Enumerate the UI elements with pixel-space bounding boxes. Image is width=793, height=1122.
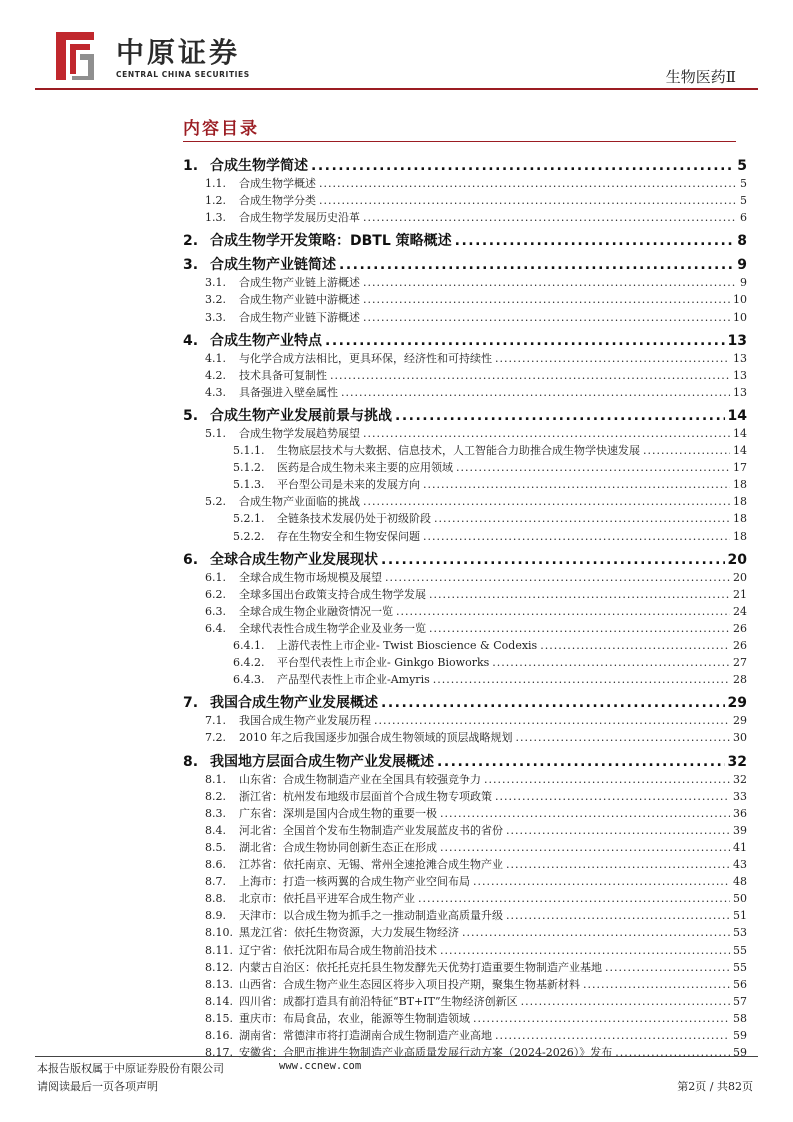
toc-entry-page: 13	[733, 351, 747, 365]
toc-entry-page: 56	[733, 977, 747, 991]
toc-entry[interactable]	[183, 753, 747, 771]
toc-leader-dots	[484, 772, 730, 787]
toc-leader-dots	[429, 587, 730, 602]
toc-entry-title: 生物底层技术与大数据、信息技术，人工智能合力助推合成生物学快速发展	[277, 444, 640, 457]
toc-entry-number: 8.11.	[205, 943, 233, 957]
toc-entry-page: 51	[733, 909, 747, 923]
toc-entry-title: 合成生物产业发展前景与挑战	[210, 407, 392, 424]
toc-entry-page: 26	[733, 621, 747, 635]
toc-entry-number: 3.	[183, 257, 199, 274]
toc-entry-page: 33	[733, 789, 747, 803]
toc-entry-page: 5	[740, 194, 747, 208]
toc-entry-page: 5	[737, 158, 747, 174]
toc-entry-title: 合成生物产业面临的挑战	[239, 495, 360, 509]
toc-entry-page: 10	[733, 293, 747, 307]
toc-entry[interactable]	[205, 1011, 747, 1026]
toc-entry-title: 合成生物产业链上游概述	[239, 276, 360, 290]
toc-entry-number: 6.4.1.	[233, 639, 265, 652]
toc-entry-number: 7.	[183, 695, 199, 712]
toc-title: 内容目录	[183, 119, 259, 139]
toc-leader-dots	[521, 994, 730, 1009]
toc-entry[interactable]	[205, 789, 747, 804]
toc-entry[interactable]	[205, 960, 747, 975]
toc-entry-number: 8.12.	[205, 960, 233, 974]
toc-entry-number: 5.2.1.	[233, 512, 265, 526]
toc-entry-number: 6.	[183, 551, 199, 568]
toc-entry-title: 天津市：以合成生物为抓手之一推动制造业高质量升级	[239, 909, 503, 923]
toc-entry-page: 24	[733, 604, 747, 618]
toc-entry-title: 江苏省：依托南京、无锡、常州全速抢滩合成生物产业	[239, 858, 503, 871]
toc-entry[interactable]	[233, 460, 747, 475]
toc-entry[interactable]	[205, 351, 747, 366]
toc-leader-dots	[341, 385, 730, 400]
toc-leader-dots	[325, 332, 725, 350]
toc-entry-title: 全球合成生物企业融资情况一览	[239, 604, 393, 618]
toc-entry-number: 6.4.	[205, 621, 226, 635]
toc-entry-page: 5	[740, 177, 747, 190]
toc-entry-title: 上游代表性上市企业- Twist Bioscience & Codexis	[277, 639, 538, 652]
toc-entry-number: 5.	[183, 407, 199, 424]
toc-entry[interactable]	[205, 310, 747, 325]
toc-entry-title: 平台型公司是未来的发展方向	[277, 478, 420, 492]
toc-entry-page: 39	[733, 823, 747, 837]
toc-entry-title: 我国合成生物产业发展历程	[239, 714, 371, 728]
toc-entry-title: 黑龙江省：依托生物资源，大力发展生物经济	[239, 926, 459, 940]
toc-leader-dots	[319, 193, 737, 208]
toc-entry-number: 8.1.	[205, 772, 226, 786]
toc-entry[interactable]	[183, 407, 747, 425]
toc-leader-dots	[434, 511, 730, 526]
toc-entry[interactable]	[233, 529, 747, 544]
toc-entry[interactable]	[205, 857, 747, 872]
toc-entry[interactable]	[205, 1045, 747, 1060]
toc-entry-title: 合成生物产业特点	[210, 332, 322, 349]
toc-entry-title: 全链条技术发展仍处于初级阶段	[277, 512, 431, 526]
toc-entry[interactable]	[205, 587, 747, 602]
footer-divider	[35, 1056, 758, 1057]
toc-leader-dots	[643, 443, 730, 458]
toc-leader-dots	[418, 891, 730, 906]
footer-disclaimer: 请阅读最后一页各项声明	[37, 1080, 158, 1093]
toc-leader-dots	[506, 823, 730, 838]
toc-leader-dots	[456, 460, 730, 475]
toc-entry-number: 5.1.	[205, 426, 226, 440]
toc-entry-title: 山东省：合成生物制造产业在全国具有较强竞争力	[239, 772, 481, 786]
toc-entry-number: 8.2.	[205, 789, 226, 803]
toc-leader-dots	[440, 943, 730, 958]
toc-leader-dots	[455, 232, 735, 250]
toc-entry-title: 我国地方层面合成生物产业发展概述	[210, 753, 434, 770]
toc-entry-title: 具备强进入壁垒属性	[239, 385, 338, 399]
toc-entry-number: 3.3.	[205, 310, 226, 324]
toc-leader-dots	[385, 570, 730, 585]
toc-entry-page: 17	[733, 461, 747, 475]
toc-entry-page: 18	[733, 512, 747, 526]
toc-entry-page: 9	[737, 257, 747, 274]
toc-entry-title: 山西省：合成生物产业生态园区将步入项目投产期，聚集生物基新材料	[239, 977, 580, 991]
toc-entry[interactable]	[183, 694, 747, 712]
toc-leader-dots	[330, 368, 730, 383]
toc-entry[interactable]	[205, 994, 747, 1009]
toc-entry-number: 8.13.	[205, 977, 233, 991]
toc-entry-title: 合成生物学开发策略：DBTL 策略概述	[210, 233, 452, 250]
toc-entry-number: 6.4.2.	[233, 656, 265, 670]
toc-entry-title: 湖南省：常德津市将打造湖南合成生物制造产业高地	[239, 1029, 492, 1042]
toc-leader-dots	[363, 310, 730, 325]
toc-entry-page: 53	[733, 926, 747, 940]
toc-entry-page: 29	[727, 695, 747, 712]
toc-entry[interactable]	[233, 477, 747, 492]
toc-entry-number: 2.	[183, 233, 199, 250]
toc-entry-page: 29	[733, 714, 747, 728]
toc-entry-page: 55	[733, 943, 747, 957]
toc-entry-number: 6.4.3.	[233, 673, 265, 687]
toc-entry-page: 59	[733, 1046, 747, 1060]
toc-entry[interactable]	[205, 275, 747, 290]
toc-entry-page: 13	[733, 368, 747, 382]
toc-entry-title: 合成生物学分类	[239, 194, 316, 208]
footer-copyright: 本报告版权属于中原证券股份有限公司	[37, 1062, 224, 1075]
toc-entry-title: 合成生物产业链简述	[210, 257, 336, 274]
toc-leader-dots	[540, 638, 730, 653]
toc-entry[interactable]	[205, 1028, 747, 1043]
toc-leader-dots	[437, 753, 725, 771]
toc-entry-number: 6.3.	[205, 604, 226, 618]
toc-leader-dots	[319, 176, 737, 191]
toc-entry-page: 6	[740, 211, 747, 225]
toc-entry-page: 18	[733, 478, 747, 492]
toc-entry-page: 18	[733, 529, 747, 543]
toc-entry[interactable]	[205, 977, 747, 992]
toc-entry-title: 医药是合成生物未来主要的应用领域	[277, 461, 453, 475]
toc-entry[interactable]	[205, 772, 747, 787]
toc-entry[interactable]	[183, 256, 747, 274]
toc-leader-dots	[473, 1011, 730, 1026]
toc-entry-number: 1.3.	[205, 211, 226, 225]
company-logo-cn: 中原证券	[116, 36, 241, 69]
toc-title-divider	[183, 141, 736, 142]
toc-leader-dots	[516, 730, 731, 745]
toc-entry-page: 30	[733, 731, 747, 745]
toc-entry-page: 13	[727, 332, 747, 349]
toc-leader-dots	[440, 806, 730, 821]
toc-entry-page: 41	[733, 840, 747, 854]
toc-leader-dots	[433, 672, 730, 687]
toc-entry-title: 辽宁省：依托沈阳布局合成生物前沿技术	[239, 943, 437, 957]
report-category: 生物医药Ⅱ	[665, 68, 736, 86]
toc-entry-number: 8.	[183, 753, 199, 770]
toc-entry-title: 内蒙古自治区：依托托克托县生物发酵先天优势打造重要生物制造产业基地	[239, 960, 602, 974]
toc-entry[interactable]	[205, 570, 747, 585]
toc-entry[interactable]	[205, 730, 747, 745]
toc-entry-page: 59	[733, 1029, 747, 1042]
toc-entry-page: 48	[733, 875, 747, 889]
toc-entry[interactable]	[205, 494, 747, 509]
toc-entry-title: 存在生物安全和生物安保问题	[277, 529, 420, 543]
toc-leader-dots	[473, 874, 730, 889]
toc-entry[interactable]	[233, 638, 747, 653]
company-logo-en: CENTRAL CHINA SECURITIES	[116, 70, 250, 79]
toc-entry-page: 14	[733, 444, 747, 457]
toc-entry-number: 5.1.1.	[233, 444, 265, 457]
toc-entry-page: 55	[733, 960, 747, 974]
toc-entry[interactable]	[205, 908, 747, 923]
toc-entry-title: 广东省：深圳是国内合成生物的重要一极	[239, 806, 437, 820]
toc-entry[interactable]	[205, 840, 747, 855]
toc-entry-title: 与化学合成方法相比，更具环保，经济性和可持续性	[239, 351, 492, 365]
toc-entry-page: 8	[737, 233, 747, 250]
toc-entry-number: 6.2.	[205, 587, 226, 601]
toc-leader-dots	[429, 621, 730, 636]
toc-entry-page: 21	[733, 587, 747, 601]
toc-entry-number: 8.4.	[205, 823, 226, 837]
toc-entry-title: 全球代表性合成生物学企业及业务一览	[239, 621, 426, 635]
footer-website[interactable]: www.ccnew.com	[279, 1060, 362, 1072]
toc-leader-dots	[506, 857, 730, 872]
toc-entry-number: 5.1.2.	[233, 461, 265, 475]
toc-leader-dots	[363, 426, 730, 441]
toc-entry-title: 安徽省：合肥市推进生物制造产业高质量发展行动方案（2024-2026）》发布	[239, 1046, 613, 1060]
toc-entry-title: 合成生物学简述	[210, 158, 308, 174]
toc-entry-page: 14	[733, 426, 747, 440]
toc-entry[interactable]	[205, 874, 747, 889]
toc-entry-title: 合成生物学发展趋势展望	[239, 426, 360, 440]
toc-entry-number: 5.2.	[205, 495, 226, 509]
toc-entry-number: 7.2.	[205, 731, 226, 745]
toc-entry-number: 8.17.	[205, 1046, 233, 1060]
toc-entry[interactable]	[205, 176, 747, 191]
toc-entry-page: 57	[733, 994, 747, 1008]
toc-entry[interactable]	[183, 551, 747, 569]
company-logo-icon	[52, 28, 98, 84]
toc-leader-dots	[363, 292, 730, 307]
toc-leader-dots	[492, 655, 730, 670]
toc-entry-title: 河北省：全国首个发布生物制造产业发展蓝皮书的省份	[239, 823, 503, 837]
toc-leader-dots	[374, 713, 730, 728]
toc-entry-title: 平台型代表性上市企业- Ginkgo Bioworks	[277, 656, 490, 670]
toc-entry-title: 合成生物学发展历史沿革	[239, 211, 360, 225]
toc-entry-title: 产品型代表性上市企业-Amyris	[277, 673, 430, 687]
toc-entry-page: 58	[733, 1011, 747, 1025]
toc-entry-page: 27	[733, 656, 747, 670]
toc-entry-page: 26	[733, 639, 747, 652]
toc-entry-page: 9	[740, 276, 747, 290]
toc-entry-number: 1.1.	[205, 177, 226, 190]
toc-entry[interactable]	[205, 210, 747, 225]
toc-entry-title: 全球多国出台政策支持合成生物学发展	[239, 587, 426, 601]
toc-entry-number: 4.3.	[205, 385, 226, 399]
toc-entry[interactable]	[205, 891, 747, 906]
toc-entry-number: 5.2.2.	[233, 529, 265, 543]
toc-entry[interactable]	[205, 621, 747, 636]
header-divider	[35, 88, 758, 90]
toc-leader-dots	[583, 977, 730, 992]
toc-leader-dots	[363, 210, 737, 225]
toc-entry-title: 全球合成生物市场规模及展望	[239, 570, 382, 584]
toc-entry-title: 技术具备可复制性	[239, 368, 327, 382]
toc-leader-dots	[311, 157, 734, 175]
toc-entry-number: 6.1.	[205, 570, 226, 584]
toc-entry-page: 28	[733, 673, 747, 687]
toc-entry-title: 湖北省：合成生物协同创新生态正在形成	[239, 840, 437, 854]
toc-entry-page: 36	[733, 806, 747, 820]
toc-entry-page: 20	[727, 551, 747, 568]
toc-leader-dots	[396, 604, 730, 619]
toc-entry-title: 北京市：依托昌平进军合成生物产业	[239, 892, 415, 906]
toc-leader-dots	[423, 529, 730, 544]
toc-entry[interactable]	[205, 823, 747, 838]
toc-entry[interactable]	[233, 443, 747, 458]
toc-entry[interactable]	[205, 713, 747, 728]
toc-entry[interactable]	[233, 655, 747, 670]
toc-leader-dots	[605, 960, 730, 975]
toc-entry-page: 13	[733, 385, 747, 399]
toc-entry-title: 合成生物产业链下游概述	[239, 310, 360, 324]
toc-entry-number: 4.	[183, 332, 199, 349]
toc-entry-title: 全球合成生物产业发展现状	[210, 551, 378, 568]
toc-entry-number: 7.1.	[205, 714, 226, 728]
toc-leader-dots	[363, 275, 737, 290]
toc-entry-number: 3.2.	[205, 293, 226, 307]
toc-leader-dots	[381, 694, 725, 712]
toc-leader-dots	[440, 840, 730, 855]
toc-entry[interactable]	[183, 157, 747, 175]
toc-entry[interactable]	[233, 511, 747, 526]
footer-page-info: 第2页 / 共82页	[677, 1080, 753, 1093]
toc-entry-page: 32	[727, 753, 747, 770]
toc-entry-number: 1.	[183, 158, 199, 174]
toc-entry[interactable]	[205, 943, 747, 958]
toc-entry-number: 3.1.	[205, 276, 226, 290]
toc-entry-title: 四川省：成都打造具有前沿特征“BT+IT”生物经济创新区	[239, 994, 518, 1008]
toc-entry-title: 我国合成生物产业发展概述	[210, 695, 378, 712]
toc-entry-number: 4.2.	[205, 368, 226, 382]
toc-entry-number: 8.5.	[205, 840, 226, 854]
toc-entry-page: 14	[727, 407, 747, 424]
toc-entry[interactable]	[205, 292, 747, 307]
toc-entry-number: 1.2.	[205, 194, 226, 208]
toc-leader-dots	[495, 351, 730, 366]
toc-entry-number: 8.10.	[205, 926, 233, 940]
toc-entry[interactable]	[205, 385, 747, 400]
toc-entry-number: 4.1.	[205, 351, 226, 365]
toc-entry-number: 8.7.	[205, 875, 226, 889]
toc-leader-dots	[363, 494, 730, 509]
toc-entry-number: 8.9.	[205, 909, 226, 923]
toc-entry-number: 8.3.	[205, 806, 226, 820]
toc-entry-page: 18	[733, 495, 747, 509]
toc-entry-number: 8.8.	[205, 892, 226, 906]
toc-entry-title: 重庆市：布局食品，农业，能源等生物制造领域	[239, 1011, 470, 1025]
toc-entry-page: 50	[733, 892, 747, 906]
toc-entry[interactable]	[205, 368, 747, 383]
toc-entry[interactable]	[183, 232, 747, 250]
toc-leader-dots	[423, 477, 730, 492]
toc-entry[interactable]	[205, 193, 747, 208]
toc-entry-number: 8.15.	[205, 1011, 233, 1025]
toc-entry-title: 合成生物学概述	[239, 177, 316, 190]
toc-entry-page: 43	[733, 858, 747, 871]
toc-leader-dots	[339, 256, 734, 274]
toc-entry-number: 8.16.	[205, 1029, 233, 1042]
toc-leader-dots	[462, 925, 730, 940]
toc-leader-dots	[495, 789, 730, 804]
toc-entry-title: 上海市：打造一核两翼的合成生物产业空间布局	[239, 875, 470, 889]
toc-entry-number: 5.1.3.	[233, 478, 265, 492]
toc-entry-page: 10	[733, 310, 747, 324]
toc-leader-dots	[615, 1045, 730, 1060]
toc-entry[interactable]	[205, 604, 747, 619]
toc-leader-dots	[381, 551, 725, 569]
toc-leader-dots	[495, 1028, 730, 1043]
toc-entry[interactable]	[205, 925, 747, 940]
toc-entry-number: 8.6.	[205, 858, 226, 871]
toc-entry-page: 32	[733, 772, 747, 786]
toc-entry-number: 8.14.	[205, 994, 233, 1008]
toc-entry[interactable]	[205, 426, 747, 441]
toc-entry[interactable]	[205, 806, 747, 821]
toc-entry-page: 20	[733, 570, 747, 584]
toc-leader-dots	[506, 908, 730, 923]
toc-entry-title: 浙江省：杭州发布地级市层面首个合成生物专项政策	[239, 789, 492, 803]
toc-entry[interactable]	[183, 332, 747, 350]
toc-entry-title: 2010 年之后我国逐步加强合成生物领域的顶层战略规划	[239, 731, 513, 745]
toc-entry[interactable]	[233, 672, 747, 687]
toc-leader-dots	[395, 407, 725, 425]
toc-entry-title: 合成生物产业链中游概述	[239, 293, 360, 307]
